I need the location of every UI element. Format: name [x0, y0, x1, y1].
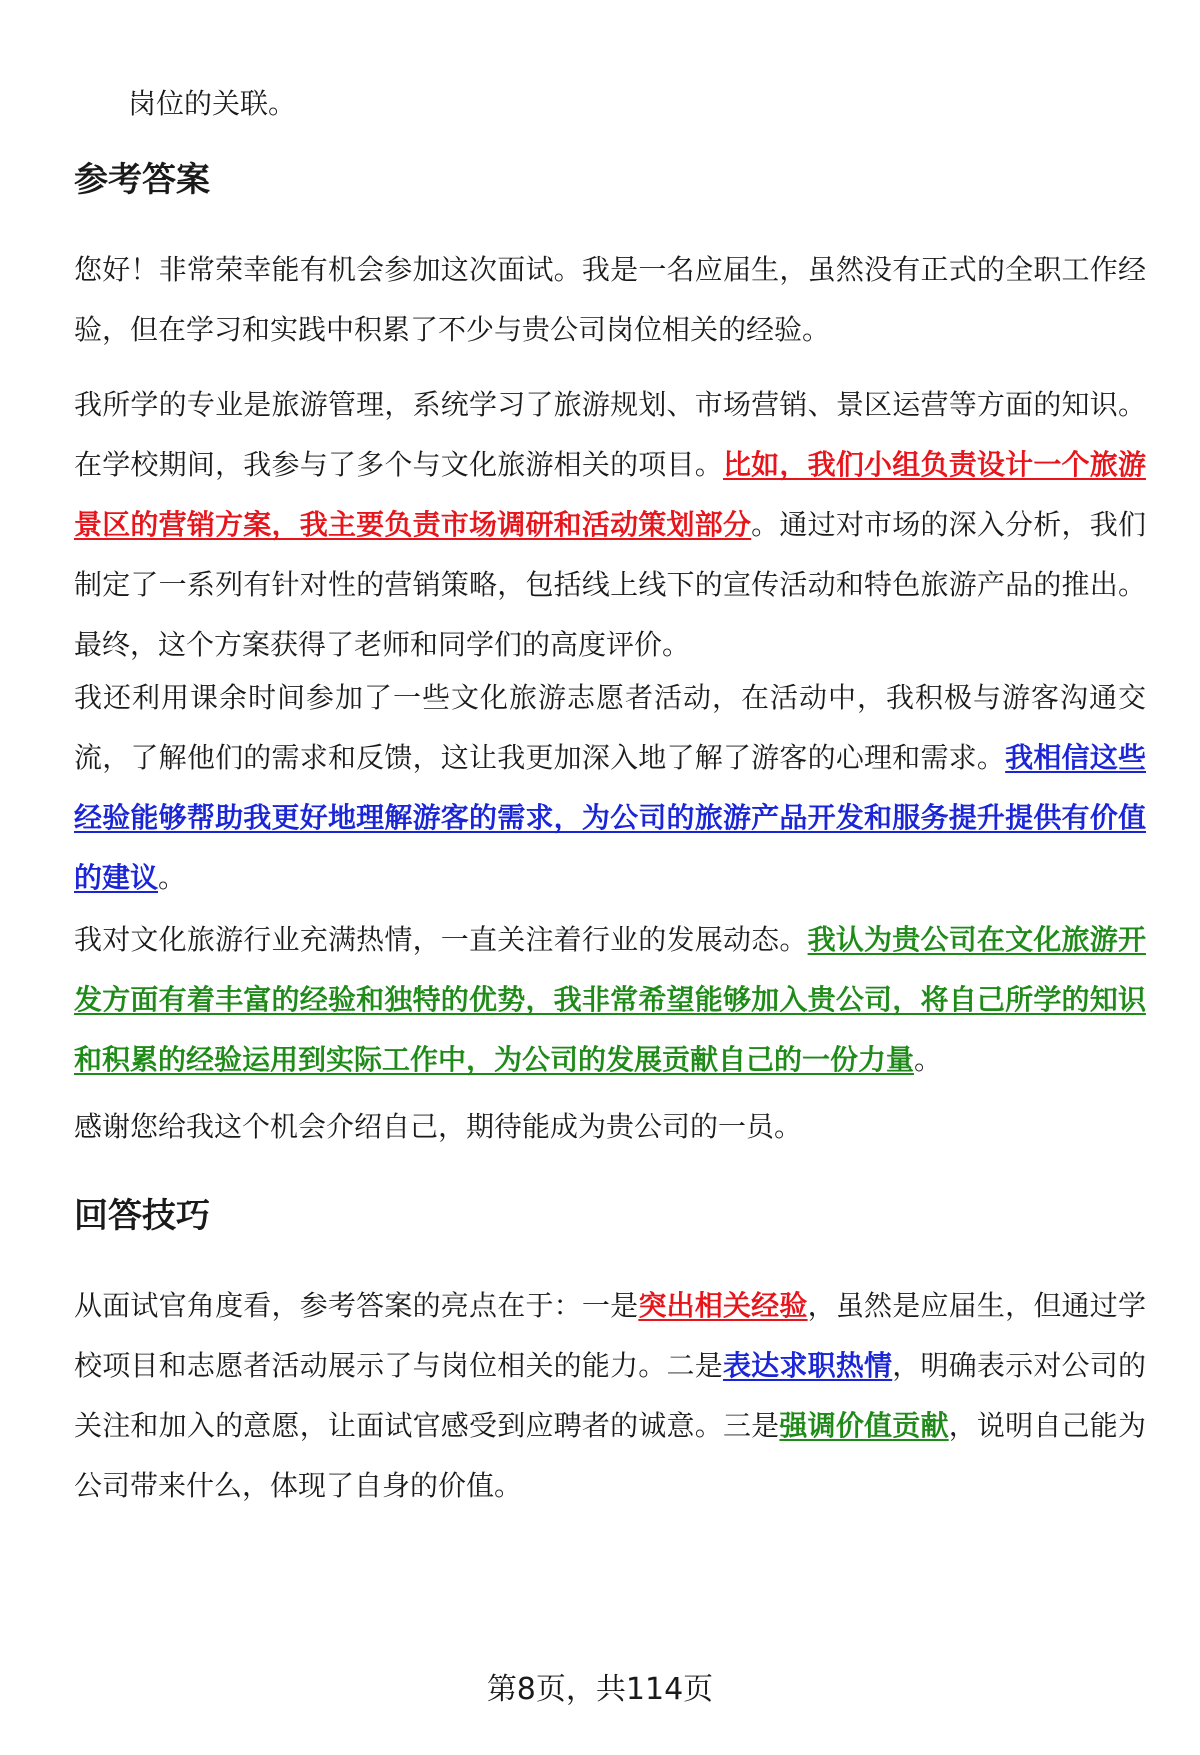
page-number-footer: 第8页，共114页 [486, 1672, 714, 1707]
tips-paragraph [74, 1276, 1146, 1516]
answer-paragraph-2 [74, 375, 1146, 675]
document-page [74, 0, 1146, 1755]
paragraph-text: 。通过对市场的深入分析，我们制定了一系列有针对性的营销策略，包括线上线下的宣传活动和特色旅游产品的推出。最终，这个方案获得了老师和同学们的高度评价。 [74, 508, 1146, 661]
answer-paragraph-5: 感谢您给我这个机会介绍自己，期待能成为贵公司的一员。 [74, 1110, 803, 1143]
highlight-red: 比如，我们小组负责设计一个旅游景区的营销方案，我主要负责市场调研和活动策划部分 [74, 448, 1146, 541]
paragraph-text: 从面试官角度看，参考答案的亮点在于：一是 [74, 1289, 639, 1322]
answer-paragraph-4 [74, 910, 1146, 1090]
highlight-red: 突出相关经验 [638, 1289, 808, 1322]
paragraph-text: 我还利用课余时间参加了一些文化旅游志愿者活动，在活动中，我积极与游客沟通交流，了解他们的需求和反馈，这让我更加深入地了解了游客的心理和需求。 [74, 681, 1146, 774]
highlight-blue: 表达求职热情 [722, 1349, 893, 1382]
paragraph-text: 。 [914, 1043, 943, 1076]
paragraph-text: ，明确表示对公司的关注和加入的意愿，让面试官感受到应聘者的诚意。三是 [74, 1349, 1146, 1442]
highlight-green: 我认为贵公司在文化旅游开发方面有着丰富的经验和独特的优势，我非常希望能够加入贵公司，将自己所学的知识和积累的经验运用到实际工作中，为公司的发展贡献自己的一份力量 [74, 923, 1146, 1076]
paragraph-text: 我所学的专业是旅游管理，系统学习了旅游规划、市场营销、景区运营等方面的知识。在学校期间，我参与了多个与文化旅游相关的项目。 [74, 388, 1146, 481]
paragraph-text: 。 [158, 861, 187, 894]
answer-tips-heading: 回答技巧 [74, 1196, 210, 1236]
highlight-green: 强调价值贡献 [779, 1409, 949, 1442]
answer-paragraph-3 [74, 668, 1146, 908]
paragraph-text: 我对文化旅游行业充满热情，一直关注着行业的发展动态。 [74, 923, 808, 956]
paragraph-text: ，说明自己能为公司带来什么，体现了自身的价值。 [74, 1409, 1146, 1502]
paragraph-text: ，虽然是应届生，但通过学校项目和志愿者活动展示了与岗位相关的能力。二是 [74, 1289, 1146, 1382]
highlight-blue: 我相信这些经验能够帮助我更好地理解游客的需求，为公司的旅游产品开发和服务提升提供有价值的建议 [74, 741, 1146, 894]
reference-answer-heading: 参考答案 [74, 160, 210, 200]
answer-paragraph-1: 您好！非常荣幸能有机会参加这次面试。我是一名应届生，虽然没有正式的全职工作经验，但在学习和实践中积累了不少与贵公司岗位相关的经验。 [74, 253, 1146, 346]
continuation-text: 岗位的关联。 [128, 87, 297, 120]
